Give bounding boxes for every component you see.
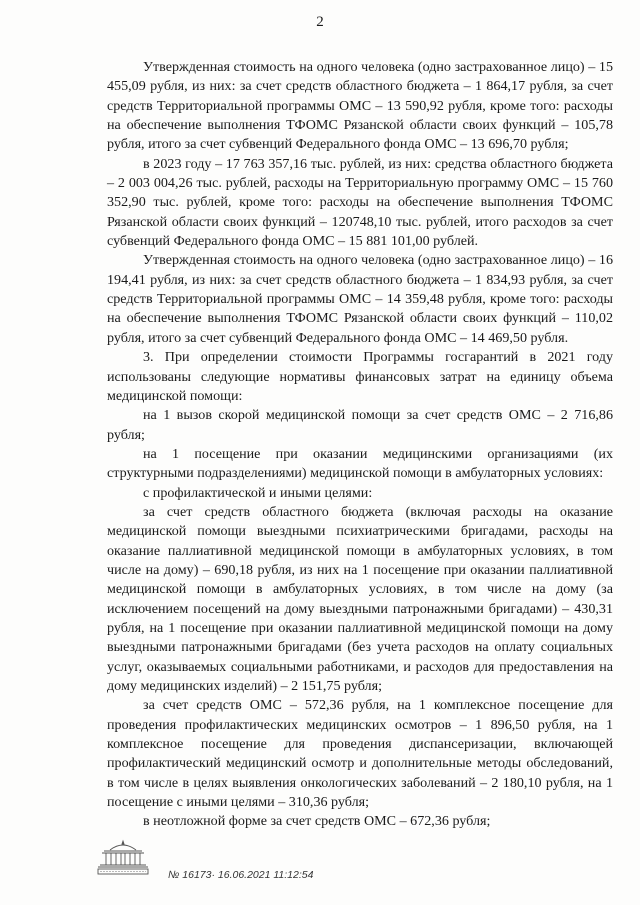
paragraph-outpatient-visit: на 1 посещение при оказании медицинскими организациями (их структурными подразделениями) медицинской помощи в амбулаторных условиях: <box>107 445 613 482</box>
paragraph-urgent-care: в неотложной форме за счет средств ОМС – 672,36 рубля; <box>143 813 491 830</box>
document-registration-id: № 16173· 16.06.2021 11:12:54 <box>168 869 314 881</box>
paragraph-cost-per-person-2023: Утвержденная стоимость на одного человека (одно застрахованное лицо) – 16 194,41 рубля, из них: за счет средств областного бюджета – 1 834,93 рубля, за счет средств Территориальной программы ОМС – 14 359,48 рубля, кроме того: расходы на обеспечение выполнения ТФОМС Рязанской области своих функций – 110,02 рубля, итого за счет субвенций Федерального фонда ОМС – 14 469,50 рубля. <box>107 252 613 346</box>
paragraph-regional-budget-visits: за счет средств областного бюджета (включая расходы на оказание медицинской помощи выездными психиатрическими бригадами, расходы на оказание паллиативной медицинской помощи в амбулаторных условиях, в том числе на дому) – 690,18 рубля, из них на 1 посещение при оказании паллиативной медицинской помощи в амбулаторных условиях, в том числе на дому (за исключением посещений на дому выездными патронажными бригадами) – 430,31 рубля, на 1 посещение при оказании паллиативной медицинской помощи на дому выездными патронажными бригадами (без учета расходов на оплату социальных услуг, оказываемых социальными работниками, и расходов для предоставления на дому медицинских изделий) – 2 151,75 рубля; <box>107 503 613 694</box>
paragraph-budget-2023: в 2023 году – 17 763 357,16 тыс. рублей, из них: средства областного бюджета – 2 003 004,26 тыс. рублей, расходы на Территориальную программу ОМС – 15 760 352,90 тыс. рублей, кроме того: расходы на обеспечение выполнения ТФОМС Рязанской области своих функций – 120748,10 тыс. рублей, итого расходов за счет субвенций Федерального фонда ОМС – 15 881 101,00 рублей. <box>107 155 613 250</box>
government-building-stamp-icon <box>88 838 158 878</box>
paragraph-ambulance-call: на 1 вызов скорой медицинской помощи за счет средств ОМС – 2 716,86 рубля; <box>107 407 613 443</box>
document-footer <box>88 838 388 888</box>
document-body <box>107 58 613 832</box>
paragraph-oms-visits: за счет средств ОМС – 572,36 рубля, на 1 комплексное посещение для проведения профилактических медицинских осмотров – 1 896,50 рубля, на 1 комплексное посещение для проведения диспансеризации, включающей профилактический медицинский осмотр и дополнительные методы обследований, в том числе в целях выявления онкологических заболеваний – 2 180,10 рубля, на 1 посещение с иными целями – 310,36 рубля; <box>107 697 613 811</box>
paragraph-section-3-intro: 3. При определении стоимости Программы госгарантий в 2021 году использованы следующие нормативы финансовых затрат на единицу объема медицинской помощи: <box>107 349 613 404</box>
page-number: 2 <box>316 14 324 30</box>
paragraph-preventive-heading: с профилактической и иными целями: <box>143 484 373 501</box>
paragraph-cost-per-person-2022: Утвержденная стоимость на одного человека (одно застрахованное лицо) – 15 455,09 рубля, из них: за счет средств областного бюджета – 1 864,17 рубля, за счет средств Территориальной программы ОМС – 13 590,92 рубля, кроме того: расходы на обеспечение выполнения ТФОМС Рязанской области своих функций – 105,78 рубля, итого за счет субвенций Федерального фонда ОМС – 13 696,70 рубля; <box>107 59 613 153</box>
